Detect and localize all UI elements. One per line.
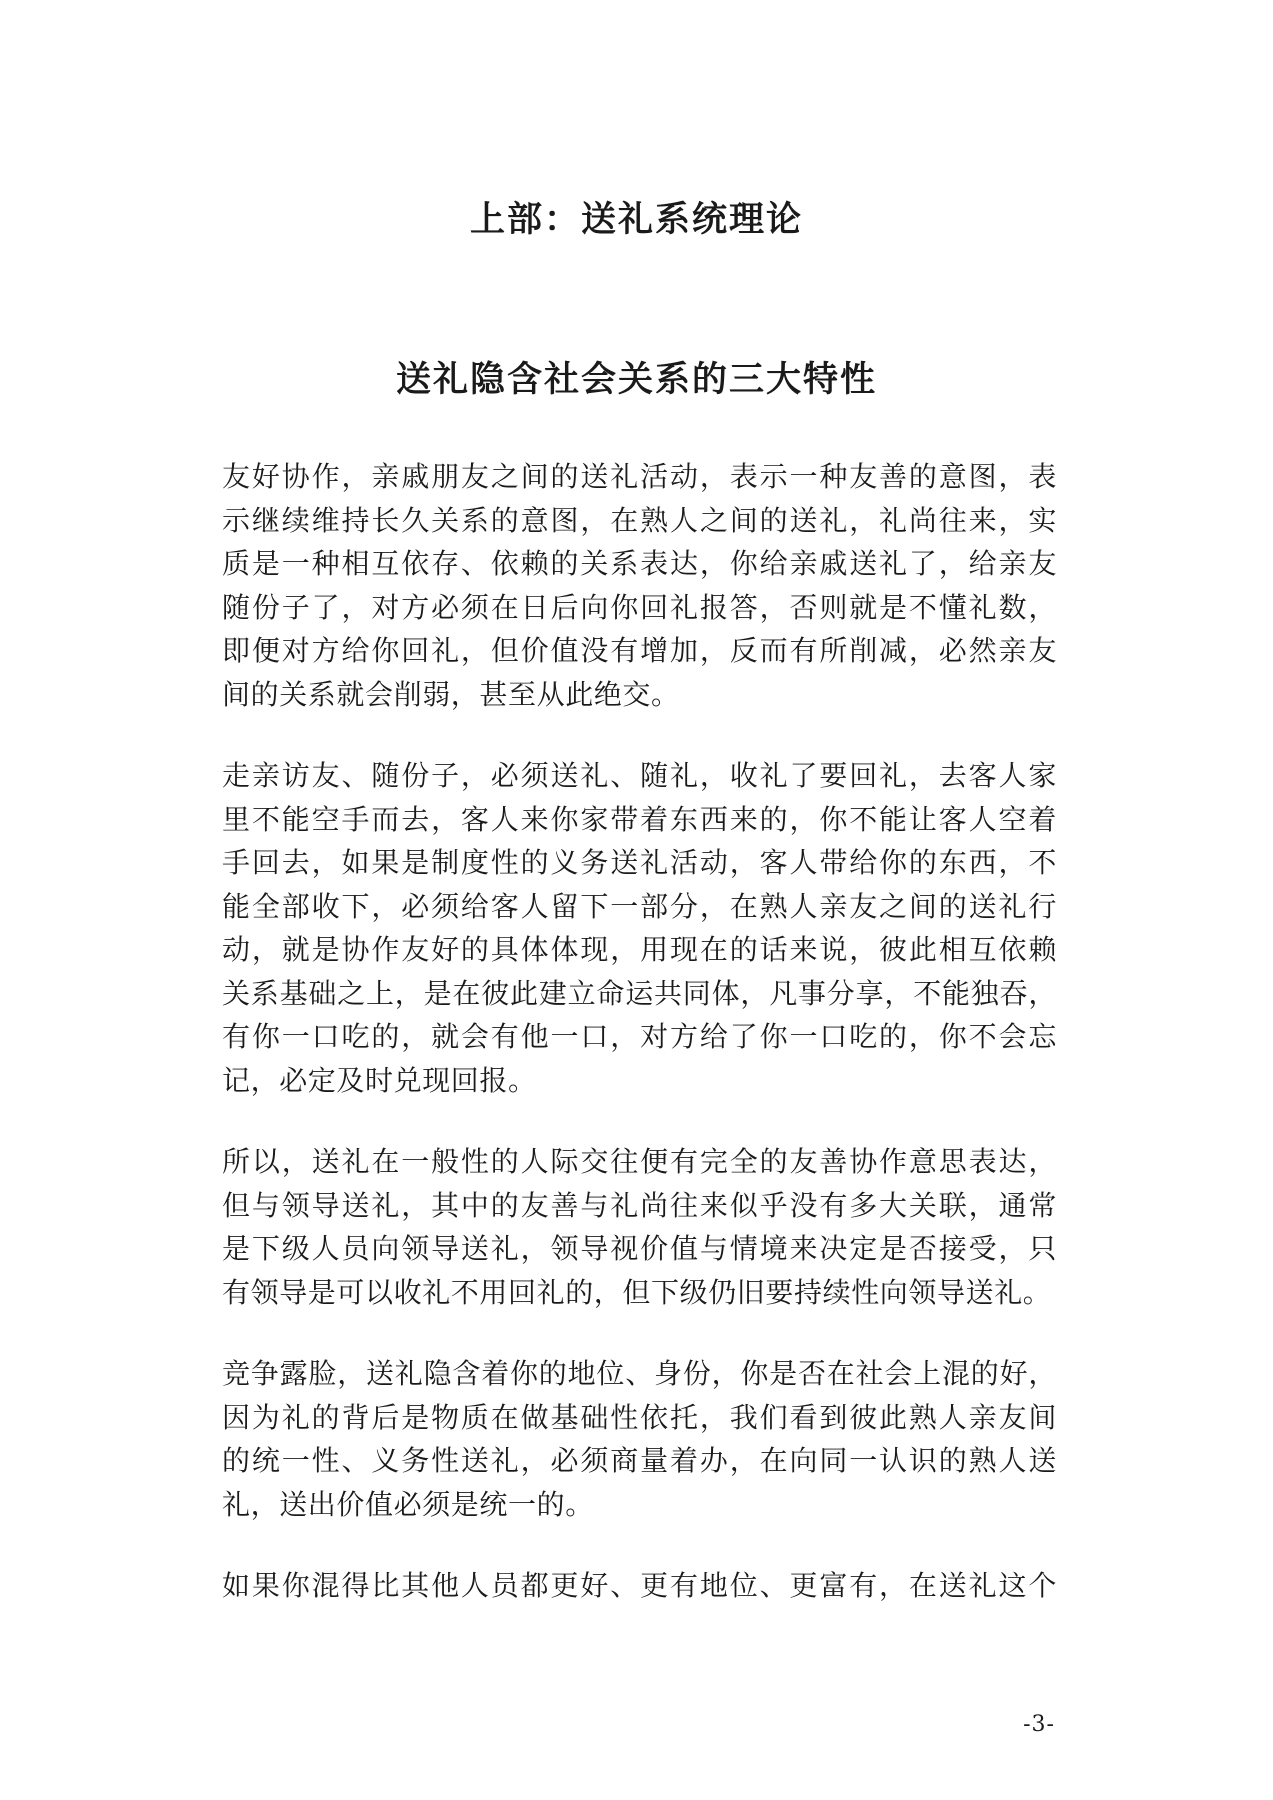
- paragraph: [222, 754, 1057, 1102]
- text-line: 质是一种相互依存、依赖的关系表达，你给亲戚送礼了，给亲友: [222, 547, 1057, 580]
- section-title: 送礼隐含社会关系的三大特性: [395, 359, 877, 400]
- text-line: 友好协作，亲戚朋友之间的送礼活动，表示一种友善的意图，表: [222, 460, 1057, 493]
- text-line: 动，就是协作友好的具体体现，用现在的话来说，彼此相互依赖: [222, 933, 1057, 966]
- paragraph: [222, 1140, 1057, 1314]
- text-line: 因为礼的背后是物质在做基础性依托，我们看到彼此熟人亲友间: [222, 1400, 1057, 1434]
- text-line: 但与领导送礼，其中的友善与礼尚往来似乎没有多大关联，通常: [222, 1188, 1057, 1222]
- paragraph: [222, 1564, 1057, 1608]
- text-line: 有你一口吃的，就会有他一口，对方给了你一口吃的，你不会忘: [222, 1020, 1057, 1053]
- text-line: 礼，送出价值必须是统一的。: [222, 1487, 594, 1521]
- text-line: 示继续维持长久关系的意图，在熟人之间的送礼，礼尚往来，实: [222, 503, 1057, 537]
- text-line: 是下级人员向领导送礼，领导视价值与情境来决定是否接受，只: [222, 1232, 1057, 1265]
- text-line: 里不能空手而去，客人来你家带着东西来的，你不能让客人空着: [222, 802, 1057, 836]
- text-line: 关系基础之上，是在彼此建立命运共同体，凡事分享，不能独吞，: [222, 976, 1057, 1010]
- part-title: 上部：送礼系统理论: [469, 199, 803, 240]
- text-line: 手回去，如果是制度性的义务送礼活动，客人带给你的东西，不: [222, 846, 1057, 879]
- text-line: 走亲访友、随份子，必须送礼、随礼，收礼了要回礼，去客人家: [222, 759, 1057, 792]
- body-text: [222, 455, 1057, 1646]
- text-line: 有领导是可以收礼不用回礼的，但下级仍旧要持续性向领导送礼。: [222, 1275, 1052, 1309]
- text-line: 竞争露脸，送礼隐含着你的地位、身份，你是否在社会上混的好，: [222, 1357, 1057, 1390]
- page-number: -3-: [1023, 1712, 1055, 1737]
- text-line: 间的关系就会削弱，甚至从此绝交。: [222, 677, 680, 711]
- text-line: 能全部收下，必须给客人留下一部分，在熟人亲友之间的送礼行: [222, 889, 1057, 923]
- text-line: 的统一性、义务性送礼，必须商量着办，在向同一认识的熟人送: [222, 1444, 1057, 1477]
- text-line: 如果你混得比其他人员都更好、更有地位、更富有，在送礼这个: [222, 1569, 1057, 1602]
- text-line: 即便对方给你回礼，但价值没有增加，反而有所削减，必然亲友: [222, 634, 1057, 667]
- text-line: 记，必定及时兑现回报。: [222, 1063, 537, 1097]
- paragraph: [222, 455, 1057, 716]
- text-line: 随份子了，对方必须在日后向你回礼报答，否则就是不懂礼数，: [222, 590, 1057, 624]
- text-line: 所以，送礼在一般性的人际交往便有完全的友善协作意思表达，: [222, 1145, 1057, 1178]
- paragraph: [222, 1352, 1057, 1526]
